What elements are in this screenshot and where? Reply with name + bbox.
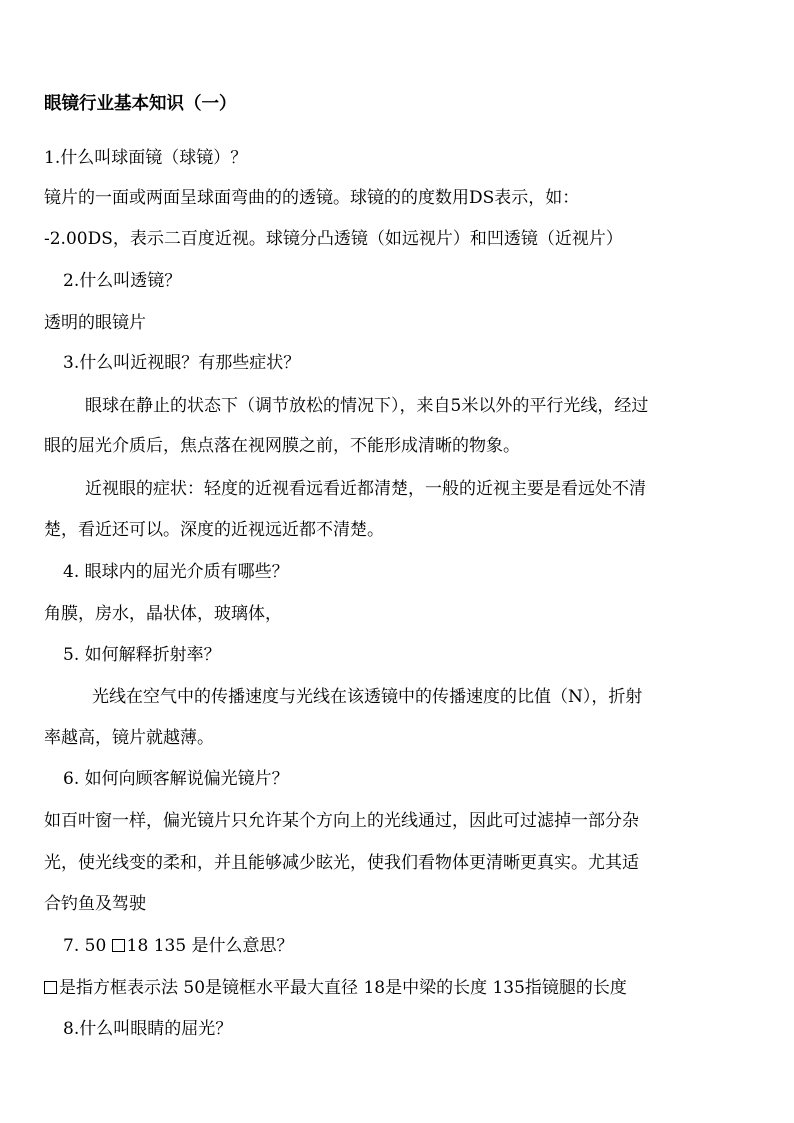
- q3-para2-line-2: 楚，看近还可以。深度的近视远近都不清楚。: [44, 520, 384, 540]
- q7-answer-text: 是指方框表示法 50是镜框水平最大直径 18是中梁的长度 135指镜腿的长度: [59, 978, 627, 998]
- document-title: 眼镜行业基本知识（一）: [44, 94, 237, 114]
- box-symbol-icon: [44, 981, 57, 994]
- q6-answer-line-1: 如百叶窗一样，偏光镜片只允许某个方向上的光线通过，因此可过滤掉一部分杂: [44, 811, 639, 831]
- q8-question: 8.什么叫眼睛的屈光？: [63, 1019, 233, 1039]
- q6-answer-line-3: 合钓鱼及驾驶: [44, 894, 146, 914]
- q4-answer: 角膜，房水，晶状体，玻璃体，: [44, 604, 282, 624]
- q1-question: 1.什么叫球面镜（球镜）？: [44, 148, 248, 168]
- q1-answer-line-1: 镜片的一面或两面呈球面弯曲的的透镜。球镜的的度数用DS表示，如：: [44, 188, 580, 208]
- q3-para1-line-2: 眼的屈光介质后，焦点落在视网膜之前，不能形成清晰的物象。: [44, 436, 520, 456]
- q5-answer-line-2: 率越高，镜片就越薄。: [44, 728, 214, 748]
- q2-answer: 透明的眼镜片: [44, 313, 146, 333]
- q7-question-suffix: 18 135 是什么意思？: [126, 936, 294, 956]
- q7-answer: [44, 977, 627, 999]
- q2-question: 2.什么叫透镜？: [63, 271, 182, 291]
- q5-question: 5. 如何解释折射率？: [63, 645, 221, 665]
- q3-para2-line-1: 近视眼的症状：轻度的近视看远看近都清楚，一般的近视主要是看远处不清: [85, 479, 646, 499]
- box-symbol-icon: [112, 939, 125, 952]
- q3-question: 3.什么叫近视眼？有那些症状？: [63, 353, 301, 373]
- q7-question: [63, 935, 294, 957]
- q3-para1-line-1: 眼球在静止的状态下（调节放松的情况下），来自5米以外的平行光线，经过: [85, 396, 649, 416]
- q4-question: 4. 眼球内的屈光介质有哪些？: [63, 562, 289, 582]
- q6-question: 6. 如何向顾客解说偏光镜片？: [63, 769, 289, 789]
- q6-answer-line-2: 光，使光线变的柔和，并且能够减少眩光，使我们看物体更清晰更真实。尤其适: [44, 853, 639, 873]
- q1-answer-line-2: -2.00DS，表示二百度近视。球镜分凸透镜（如远视片）和凹透镜（近视片）: [44, 229, 623, 249]
- q7-question-prefix: 7. 50: [63, 936, 112, 956]
- q5-answer-line-1: 光线在空气中的传播速度与光线在该透镜中的传播速度的比值（N），折射: [92, 687, 643, 707]
